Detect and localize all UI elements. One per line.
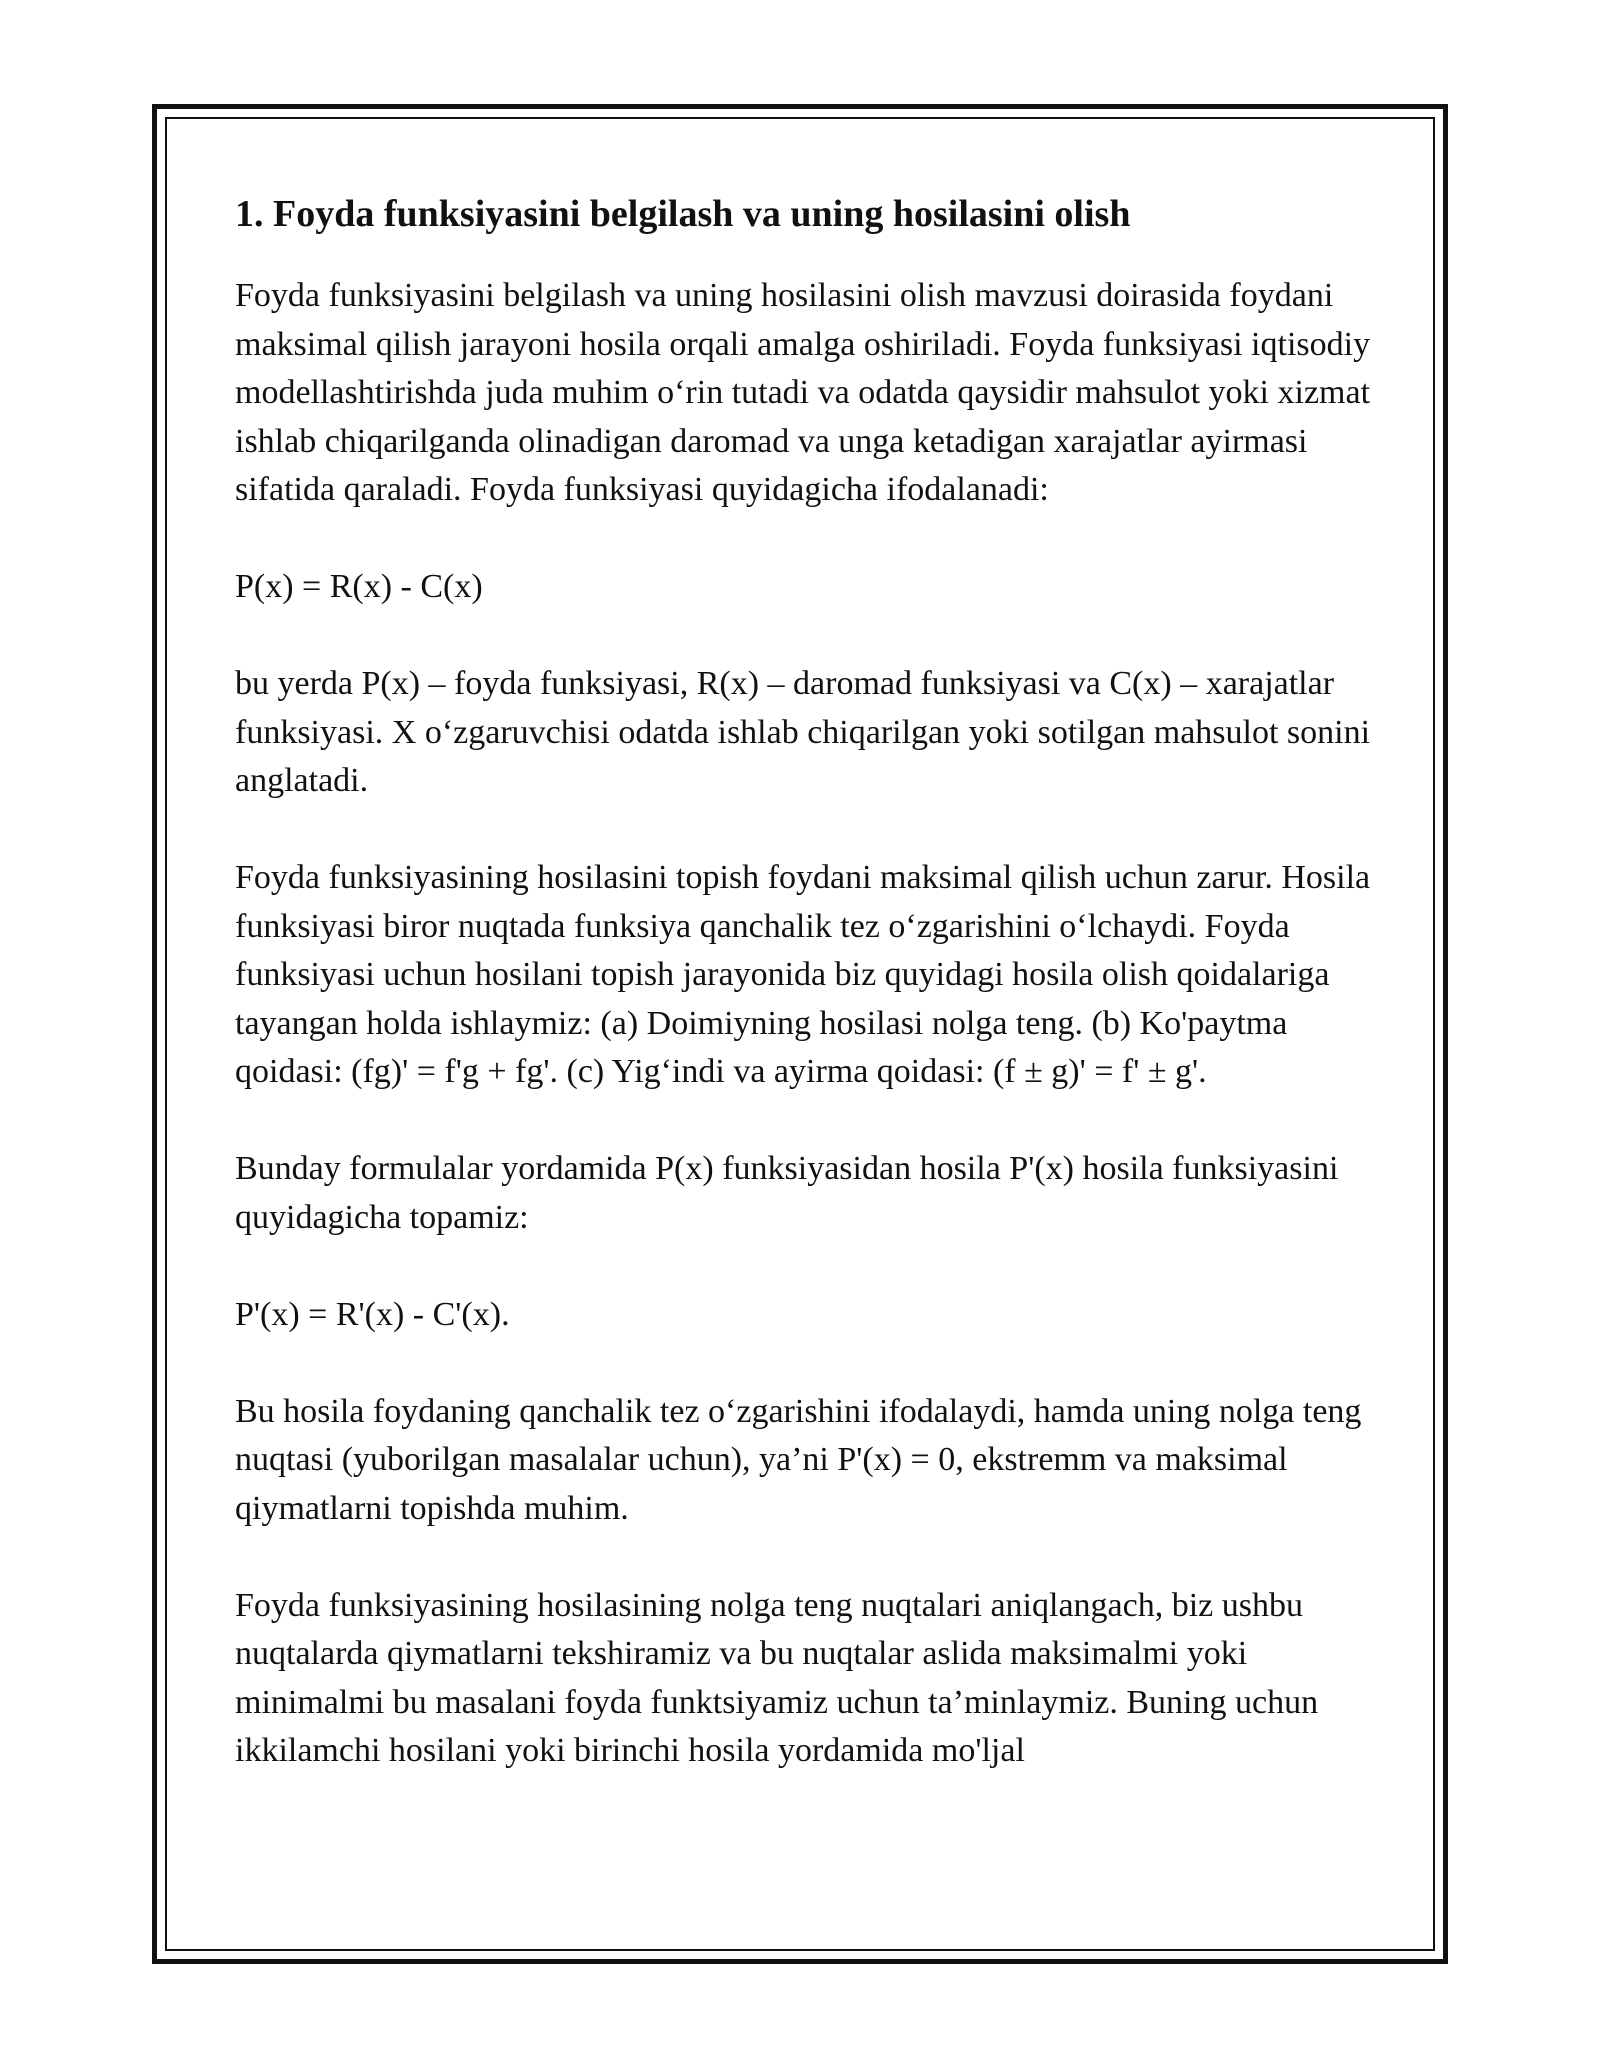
formula-profit: P(x) = R(x) - C(x) <box>235 568 483 605</box>
paragraph-intro: Foyda funksiyasini belgilash va uning hosilasini olish mavzusi doirasida foydani maksimal qilish jarayoni hosila orqali amalga oshiriladi. Foyda funksiyasi iqtisodiy modellashtirishda juda muhim o‘rin tutadi va odatda qaysidir mahsulot yoki xizmat ishlab chiqarilganda olinadigan daromad va unga ketadigan xarajatlar ayirmasi sifatida qaraladi. Foyda funksiyasi quyidagicha ifodalanadi: <box>235 277 1371 508</box>
paragraph-derivative-rules: Foyda funksiyasining hosilasini topish foydani maksimal qilish uchun zarur. Hosila funksiyasi biror nuqtada funksiya qanchalik tez o‘zgarishini o‘lchaydi. Foyda funksiyasi uchun hosilani topish jarayonida biz quyidagi hosila olish qoidalariga tayangan holda ishlaymiz: (a) Doimiyning hosilasi nolga teng. (b) Ko'paytma qoidasi: (fg)' = f'g + fg'. (c) Yig‘indi va ayirma qoidasi: (f ± g)' = f' ± g'. <box>235 859 1371 1090</box>
paragraph-definitions: bu yerda P(x) – foyda funksiyasi, R(x) – daromad funksiyasi va C(x) – xarajatlar funksiyasi. X o‘zgaruvchisi odatda ishlab chiqarilgan yoki sotilgan mahsulot sonini anglatadi. <box>235 665 1371 799</box>
paragraph-extremum-check: Foyda funksiyasining hosilasining nolga teng nuqtalari aniqlangach, biz ushbu nuqtalarda qiymatlarni tekshiramiz va bu nuqtalar aslida maksimalmi yoki minimalmi bu masalani foyda funktsiyamiz uchun ta’minlaymiz. Buning uchun ikkilamchi hosilani yoki birinchi hosila yordamida mo'ljal <box>235 1586 1319 1769</box>
paragraph-formula-intro: Bunday formulalar yordamida P(x) funksiyasidan hosila P'(x) hosila funksiyasini quyidagicha topamiz: <box>235 1150 1339 1236</box>
formula-derivative: P'(x) = R'(x) - C'(x). <box>235 1295 510 1333</box>
paragraph-derivative-meaning: Bu hosila foydaning qanchalik tez o‘zgarishini ifodalaydi, hamda uning nolga teng nuqtasi (yuborilgan masalalar uchun), ya’ni P'(x) = 0, ekstremm va maksimal qiymatlarni topishda muhim. <box>235 1392 1362 1527</box>
document-body <box>235 190 1385 1776</box>
section-heading: 1. Foyda funksiyasini belgilash va uning hosilasini olish <box>235 193 1131 235</box>
